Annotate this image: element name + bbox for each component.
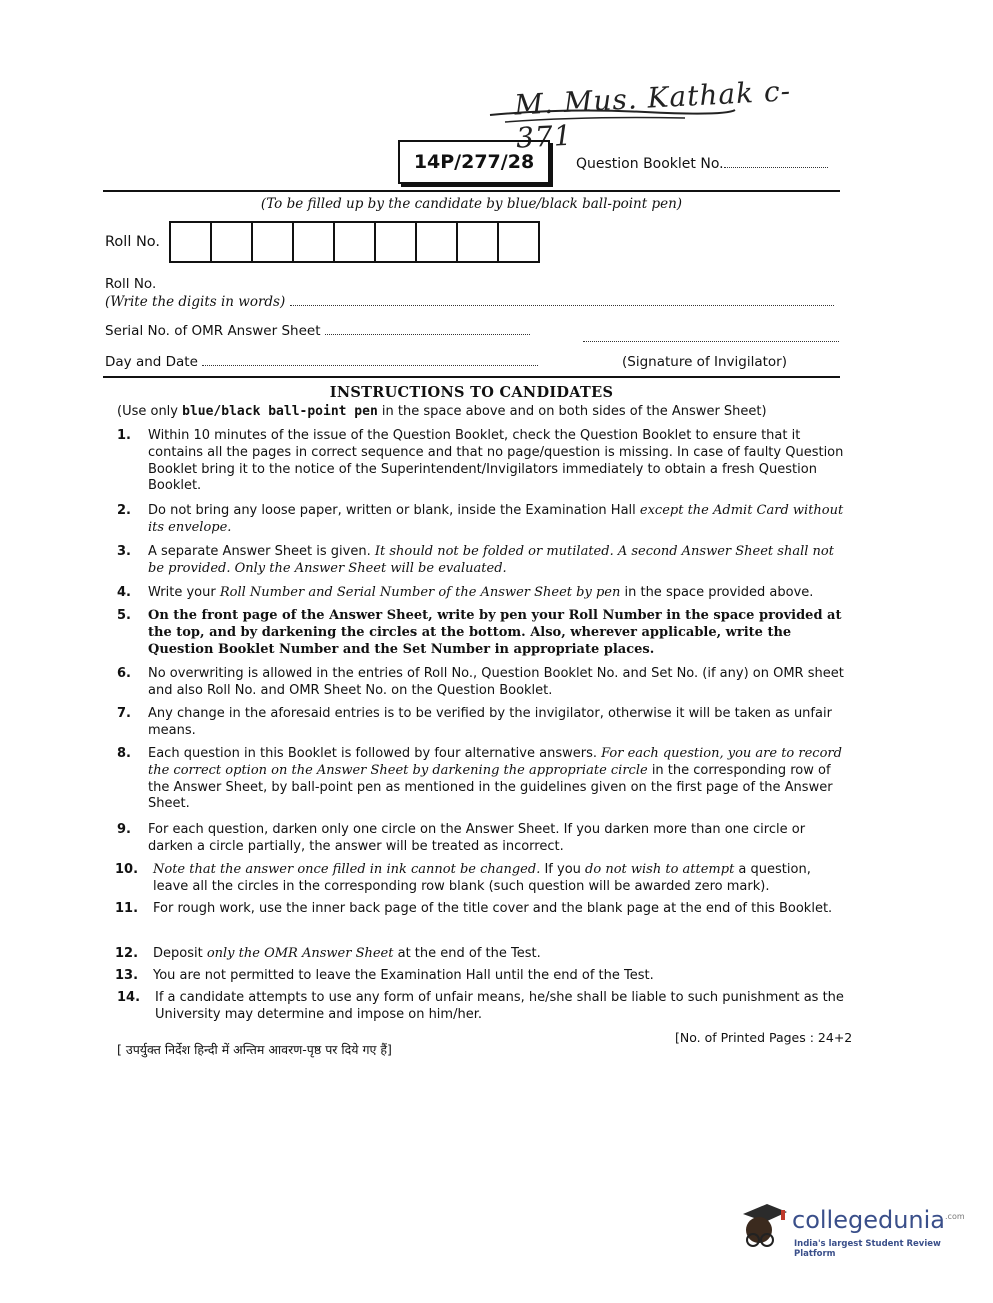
roll-number-label: Roll No. [105, 234, 161, 250]
signature-label: (Signature of Invigilator) [622, 354, 787, 370]
instruction-number: 9. [117, 822, 131, 837]
day-date-dots [202, 355, 538, 366]
brand-text: collegedunia [792, 1206, 946, 1234]
roll-digit-box [499, 223, 540, 261]
instruction-text-italic: Note that the answer once filled in ink cannot be changed. [153, 862, 541, 877]
roll-digit-box [335, 223, 376, 261]
instruction-text [148, 746, 847, 813]
collegedunia-watermark [737, 1200, 965, 1260]
fill-note: (To be filled up by the candidate by blue/black ball-point pen) [260, 196, 683, 212]
instruction-text [148, 585, 844, 602]
instruction-item [117, 585, 844, 602]
instruction-text-part: Deposit [153, 946, 207, 961]
instruction-number: 12. [115, 946, 139, 961]
instruction-text-part: A separate Answer Sheet is given. [148, 544, 375, 559]
handwritten-note [513, 74, 845, 155]
instruction-item [117, 746, 847, 813]
instruction-item [117, 503, 844, 537]
roll-number-boxes-row [105, 221, 540, 263]
instruction-text-italic: It should not be folded or mutilated. A second Answer Sheet shall not be provided. Only the Answer Sheet will be evaluated. [148, 544, 834, 576]
instruction-item [117, 544, 844, 578]
instruction-text-italic: only the OMR Answer Sheet [206, 946, 394, 961]
instruction-item [115, 946, 852, 963]
instructions-heading: INSTRUCTIONS TO CANDIDATES [329, 384, 614, 401]
instruction-text: Within 10 minutes of the issue of the Question Booklet, check the Question Booklet to ensure that it contains all the pages in correct sequence and that no page/question is missing. In case of faulty Question Booklet bring it to the notice of the Superintendent/Invigilators immediately to obtain a fresh Question Booklet. [148, 428, 844, 494]
roll-words-label: Roll No. [105, 276, 157, 292]
roll-digit-box [212, 223, 253, 261]
instruction-number: 2. [117, 503, 131, 518]
brand-tagline: India's largest Student Review Platform [794, 1239, 941, 1259]
roll-number-boxes [169, 221, 540, 263]
roll-digit-box [376, 223, 417, 261]
instruction-text-italic: do not wish to attempt [585, 862, 735, 877]
instruction-text: On the front page of the Answer Sheet, write by pen your Roll Number in the space provided at the top, and by darkening the circles at the bottom. Also, wherever applicable, write the Question Booklet Number and the Set Number in appropriate places. [148, 608, 842, 657]
instruction-text-part: Each question in this Booklet is followed by four alternative answers. [148, 746, 602, 761]
instruction-text-part: a question, leave all the circles in the corresponding row blank (such question will be awarded zero mark). [153, 862, 811, 894]
booklet-number-label: Question Booklet No. [576, 156, 724, 172]
roll-words-dots [290, 295, 834, 306]
instruction-text-italic: Roll Number and Serial Number of the Answer Sheet by pen [219, 585, 621, 600]
subnote-pre: (Use only [117, 404, 183, 419]
instruction-text-part: If you [540, 862, 586, 877]
day-date-label: Day and Date [105, 354, 198, 370]
instruction-number: 4. [117, 585, 131, 600]
roll-digit-box [458, 223, 499, 261]
day-date-field [105, 354, 538, 370]
handwritten-underline [485, 100, 745, 130]
instructions-subnote [117, 404, 767, 419]
roll-digit-box [171, 223, 212, 261]
roll-digit-box [417, 223, 458, 261]
instruction-item [117, 822, 847, 856]
instruction-text-italic: For each question, you are to record the correct option on the Answer Sheet by darkening the appropriate circle [148, 746, 842, 778]
instruction-text [148, 503, 844, 537]
instruction-item [117, 608, 844, 658]
instruction-number: 7. [117, 706, 131, 721]
hindi-note: [ उपर्युक्त निर्देश हिन्दी में अन्तिम आवरण-पृष्ठ पर दिये गए हैं] [117, 1042, 392, 1057]
instruction-text-italic: except the Admit Card without its envelope. [148, 503, 844, 535]
omr-serial-field [105, 323, 530, 339]
subnote-post: in the space above and on both sides of the Answer Sheet) [377, 404, 767, 419]
instruction-item [117, 428, 844, 495]
instruction-text: No overwriting is allowed in the entries of Roll No., Question Booklet No. and Set No. (if any) on OMR sheet and also Roll No. and OMR Sheet No. on the Question Booklet. [148, 666, 844, 698]
instruction-text: For rough work, use the inner back page of the title cover and the blank page at the end of this Booklet. [153, 901, 833, 916]
mascot-logo-icon [737, 1200, 789, 1252]
omr-serial-dots [325, 324, 530, 335]
brand-suffix: .com [945, 1212, 965, 1221]
instruction-text [153, 946, 852, 963]
instruction-item [115, 968, 852, 985]
top-divider [103, 190, 840, 192]
instruction-text: For each question, darken only one circle on the Answer Sheet. If you darken more than one circle or darken a circle partially, the answer will be treated as incorrect. [148, 822, 806, 854]
roll-digit-box [253, 223, 294, 261]
instruction-number: 5. [117, 608, 131, 623]
mid-divider [103, 376, 840, 378]
instruction-item [117, 706, 844, 740]
instruction-number: 3. [117, 544, 131, 559]
instruction-number: 14. [117, 990, 141, 1005]
brand-name [792, 1206, 965, 1234]
printed-pages-note: [No. of Printed Pages : 24+2 [675, 1030, 853, 1045]
paper-code-box [398, 140, 550, 184]
instruction-text: Any change in the aforesaid entries is to be verified by the invigilator, otherwise it will be taken as unfair means. [148, 706, 832, 738]
instruction-text-part: in the corresponding row of the Answer Sheet, by ball-point pen as mentioned in the guidelines given on the first page of the Answer Sheet. [148, 762, 833, 812]
instruction-text-part: Do not bring any loose paper, written or blank, inside the Examination Hall [148, 503, 640, 518]
signature-dots [583, 341, 839, 342]
booklet-number-field [576, 156, 828, 172]
instruction-text: You are not permitted to leave the Examination Hall until the end of the Test. [153, 968, 654, 983]
subnote-bold: blue/black ball-point pen [182, 404, 378, 419]
roll-digit-box [294, 223, 335, 261]
instruction-item [115, 901, 852, 918]
instruction-number: 11. [115, 901, 139, 916]
paper-code: 14P/277/28 [413, 151, 535, 173]
roll-words-field [105, 294, 834, 310]
roll-words-hint: (Write the digits in words) [105, 294, 286, 310]
instruction-text-part: in the space provided above. [620, 585, 814, 600]
instruction-item [117, 990, 854, 1024]
instruction-text: If a candidate attempts to use any form of unfair means, he/she shall be liable to such punishment as the University may determine and impose on him/her. [155, 990, 844, 1022]
instruction-number: 1. [117, 428, 131, 443]
instruction-text [153, 862, 850, 896]
instruction-text-part: Write your [148, 585, 220, 600]
instruction-number: 13. [115, 968, 139, 983]
instruction-number: 6. [117, 666, 131, 681]
instruction-number: 8. [117, 746, 131, 761]
instruction-text-part: at the end of the Test. [393, 946, 541, 961]
booklet-number-dots [724, 157, 828, 168]
omr-serial-label: Serial No. of OMR Answer Sheet [105, 323, 321, 339]
instruction-item [115, 862, 850, 896]
instruction-item [117, 666, 844, 700]
instruction-text [148, 544, 844, 578]
handwritten-text: M. Mus. Kathak c-371 [513, 74, 792, 155]
instruction-number: 10. [115, 862, 139, 877]
